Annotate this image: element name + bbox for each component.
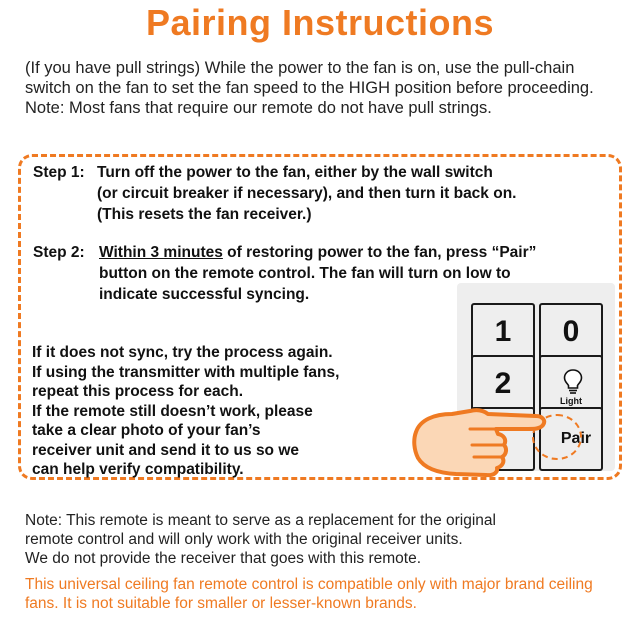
step-1 [33,163,633,223]
step-1-line-3: (This resets the fan receiver.) [97,206,312,223]
advice-line: If the remote still doesn’t work, please [32,402,313,420]
advice-line: can help verify compatibility. [32,461,244,478]
remote-key-0: 0 [539,303,603,361]
note-line: We do not provide the receiver that goes with this remote. [25,550,422,567]
step-2-line-1-rest: of restoring power to the fan, press “Pair” [222,244,537,261]
advice-line: If it does not sync, try the process again. [32,344,333,361]
advice-line: receiver unit and send it to us so we [32,441,300,459]
advice-line: If using the transmitter with multiple fans, [32,363,340,381]
step-2-label: Step 2: [33,244,85,261]
page-title: Pairing Instructions [145,2,495,43]
step-1-line-1: Turn off the power to the fan, either by the wall switch [97,164,493,181]
pair-key-label: Pair [560,430,592,447]
troubleshooting-text [32,343,422,480]
intro-paragraph: (If you have pull strings) While the power to the fan is on, use the pull-chain switch on the fan to set the fan speed to the HIGH position before proceeding. Note: Most fans that require our remote do not have pull strings. [25,59,594,117]
step-2-line-1 [99,243,639,263]
remote-key-1: 1 [471,303,535,361]
lightbulb-icon [563,369,583,395]
note-line: remote control and will only work with the original receiver units. [25,531,463,548]
compatibility-warning: This universal ceiling fan remote control is compatible only with major brand ceiling fans. It is not suitable for smaller or lesser-known brands. [25,576,593,612]
pointing-hand-icon [412,402,552,478]
remote-key-2: 2 [471,355,535,413]
advice-line: repeat this process for each. [32,383,244,400]
step-1-line-2: (or circuit breaker if necessary), and then turn it back on. [97,185,517,202]
replacement-note [25,511,625,568]
step-2-deadline: Within 3 minutes [99,244,223,261]
advice-line: take a clear photo of your fan’s [32,422,261,439]
step-2-line-2: button on the remote control. The fan will turn on low to [99,265,511,282]
note-line: Note: This remote is meant to serve as a replacement for the original [25,512,496,529]
step-1-label: Step 1: [33,164,85,181]
step-2-line-3: indicate successful syncing. [99,286,310,303]
light-key-label: Light [560,396,582,406]
